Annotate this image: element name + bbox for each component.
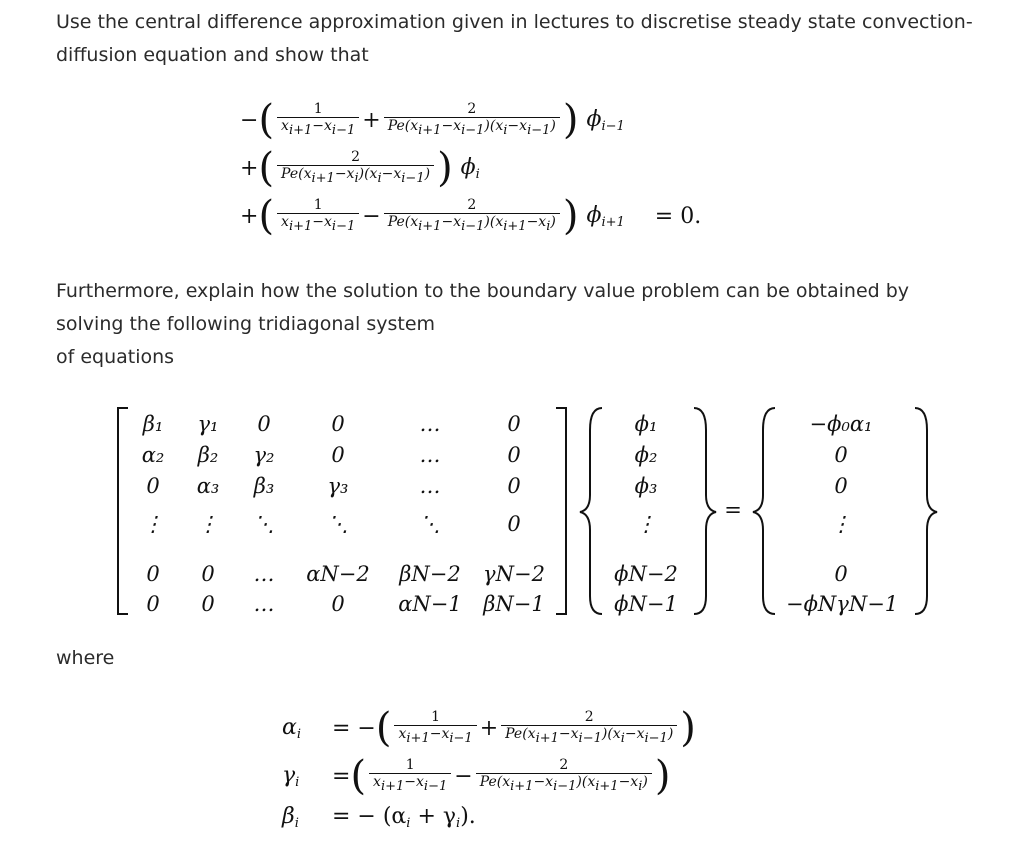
unknown-cell: ϕN−2 <box>614 562 678 586</box>
matrix-cell: 0 <box>507 474 521 498</box>
matrix-cell: ⋱ <box>327 512 349 536</box>
intro-line-2: diffusion equation and show that <box>56 44 369 66</box>
matrix-cell: βN−1 <box>483 592 545 616</box>
matrix-cell: 0 <box>201 562 215 586</box>
matrix-cell: 0 <box>331 412 345 436</box>
eq-row-3: + ( $\frac{1}{xi+1-xi-1}$ − $\frac{2}{Pe(xi+1-xi-1)(xi+1-xi)}$ ) $\phi_{i+1}$ = 0. <box>240 193 702 239</box>
matrix-cell: γ₂ <box>253 443 275 467</box>
matrix-cell: α₂ <box>141 443 165 467</box>
beta-definition: $\beta_i$ = − $(\alpha_i + \gamma_i)$. <box>282 804 476 831</box>
matrix-cell: 0 <box>331 592 345 616</box>
frac-2-over-pe: $\frac{2}{Pe(xi+1-xi-1)(xi-xi-1)}$ <box>384 101 560 139</box>
matrix-cell: β₂ <box>197 443 219 467</box>
matrix-cell: γ₃ <box>327 474 349 498</box>
matrix-cell: β₃ <box>253 474 275 498</box>
frac-2-over-pe-b: $\frac{2}{Pe(xi+1-xi)(xi-xi-1)}$ <box>277 149 434 187</box>
gamma-definition: $\gamma_i$ = ( $\frac{1}{xi+1-xi-1}$ − $\frac{2}{Pe(xi+1-xi-1)(xi+1-xi)}$ ) <box>282 753 671 799</box>
matrix-cell: γN−2 <box>483 562 545 586</box>
unknown-cell: ⋮ <box>635 512 657 536</box>
matrix-cell: … <box>419 443 441 467</box>
matrix-cell: … <box>253 562 275 586</box>
matrix-cell: … <box>419 412 441 436</box>
unknown-cell: ϕ₂ <box>634 443 658 467</box>
rhs-cell: 0 <box>834 443 848 467</box>
matrix-cell: αN−2 <box>306 562 370 586</box>
matrix-cell: αN−1 <box>398 592 462 616</box>
system-equals: = <box>724 498 742 522</box>
frac-1-over-dx: $\frac{1}{xi+1-xi-1}$ <box>277 101 359 139</box>
matrix-cell: ⋮ <box>142 512 164 536</box>
rhs-cell: 0 <box>834 562 848 586</box>
matrix-cell: α₃ <box>196 474 220 498</box>
matrix-cell: 0 <box>146 562 160 586</box>
furthermore-paragraph: Furthermore, explain how the solution to the boundary value problem can be obtained by solving the following tridiagonal system of equations <box>56 280 910 368</box>
unknown-cell: ϕN−1 <box>614 592 678 616</box>
matrix-cell: 0 <box>146 474 160 498</box>
matrix-cell: … <box>419 474 441 498</box>
matrix-cell: 0 <box>146 592 160 616</box>
alpha-definition: $\alpha_i$ = − ( $\frac{1}{xi+1-xi-1}$ + $\frac{2}{Pe(xi+1-xi-1)(xi-xi-1)}$ ) <box>282 705 696 751</box>
equals-zero: = 0. <box>654 203 702 229</box>
matrix-cell: ⋱ <box>253 512 275 536</box>
rhs-cell: ⋮ <box>830 512 852 536</box>
matrix-cell: 0 <box>201 592 215 616</box>
matrix-cell: 0 <box>331 443 345 467</box>
matrix-cell: ⋱ <box>419 512 441 536</box>
rhs-cell: 0 <box>834 474 848 498</box>
unknown-cell: ϕ₁ <box>634 412 658 436</box>
left-paren: ( <box>258 97 275 143</box>
rhs-cell: −ϕNγN−1 <box>786 592 899 616</box>
eq-row-2: + ( $\frac{2}{Pe(xi+1-xi)(xi-xi-1)}$ ) $\phi_i$ <box>240 145 480 191</box>
matrix-cell: 0 <box>507 512 521 536</box>
matrix-cell: … <box>253 592 275 616</box>
matrix-cell: 0 <box>507 443 521 467</box>
unknown-cell: ϕ₃ <box>634 474 658 498</box>
matrix-cell: ⋮ <box>197 512 219 536</box>
matrix-cell: 0 <box>507 412 521 436</box>
matrix-cell: β₁ <box>142 412 164 436</box>
rhs-cell: −ϕ₀α₁ <box>809 412 873 436</box>
intro-line-1: Use the central difference approximation given in lectures to discretise steady state convection- <box>56 11 973 33</box>
matrix-cell: γ₁ <box>197 412 219 436</box>
eq-row-1: − ( $\frac{1}{xi+1-xi-1}$ + $\frac{2}{Pe(xi+1-xi-1)(xi-xi-1)}$ ) $\phi_{i-1}$ <box>240 97 625 143</box>
matrix-cell: 0 <box>257 412 271 436</box>
where-label: where <box>56 647 115 669</box>
matrix-cell: βN−2 <box>399 562 461 586</box>
